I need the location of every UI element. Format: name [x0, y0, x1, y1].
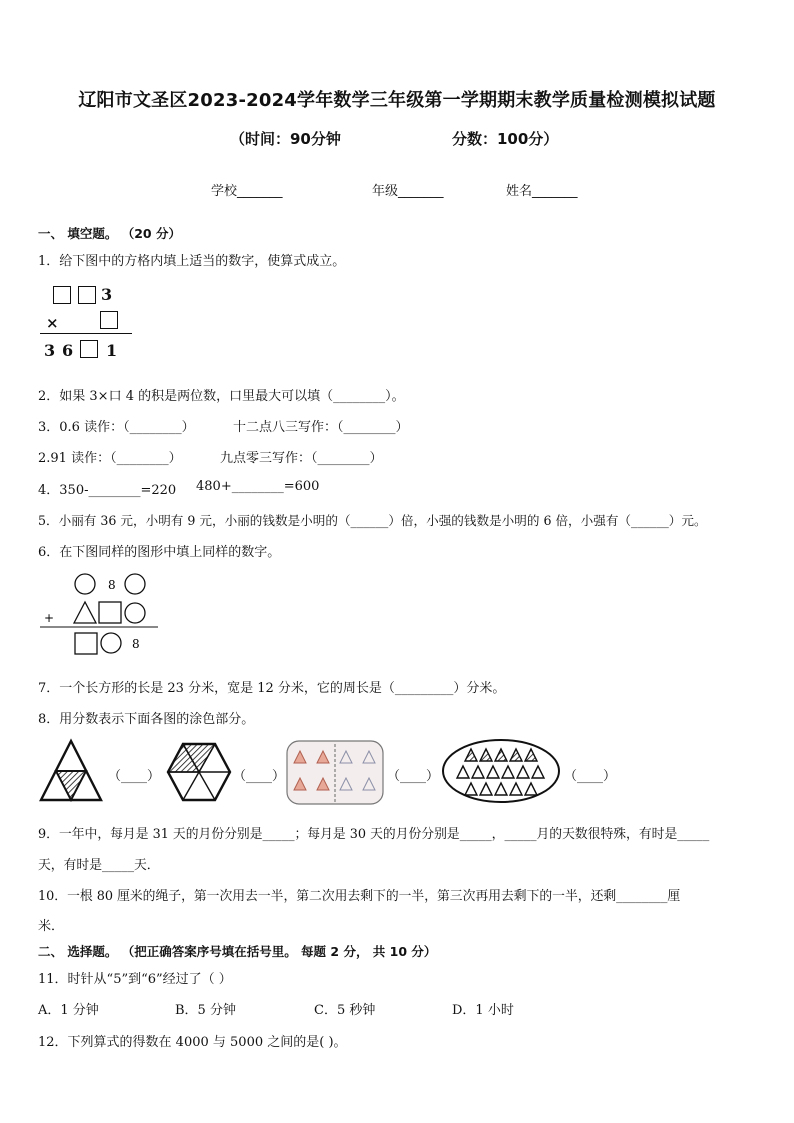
square-shape — [75, 633, 97, 654]
question-7: 7．一个长方形的长是 23 分米，宽是 12 分米，它的周长是（_________）分米。 — [38, 681, 506, 696]
grade-field: 年级_______ — [372, 184, 444, 199]
question-10-line-1: 10．一根 80 厘米的绳子，第一次用去一半，第二次用去剩下的一半，第三次再用去剩下的一半，还剩________厘 — [38, 889, 681, 904]
triangle-shape — [495, 749, 507, 761]
triangle-shape — [480, 749, 492, 761]
triangle-shape — [480, 783, 492, 795]
question-8: 8．用分数表示下面各图的涂色部分。 — [38, 712, 255, 727]
question-3b: 十二点八三写作：（________） — [233, 420, 409, 435]
triangle-shape — [525, 749, 537, 761]
question-2: 2．如果 3×口 4 的积是两位数，口里最大可以填（________）。 — [38, 389, 405, 404]
digit-box[interactable] — [80, 340, 98, 358]
question-3d: 九点零三写作：（________） — [220, 451, 383, 466]
q1-rule-line — [40, 333, 132, 334]
q8-answer-blank-3[interactable]: （____） — [387, 769, 440, 784]
triangle-shape — [74, 602, 96, 623]
q11-option-c[interactable]: C．5 秒钟 — [314, 1003, 376, 1018]
circle-shape — [125, 603, 145, 623]
q8-answer-blank-2[interactable]: （____） — [233, 769, 286, 784]
q1-result-digit: 3 — [44, 341, 56, 360]
question-6: 6．在下图同样的图形中填上同样的数字。 — [38, 545, 281, 560]
q11-option-a[interactable]: A．1 分钟 — [38, 1003, 99, 1018]
q8-oval-triangles-figure — [441, 738, 561, 804]
digit-box[interactable] — [53, 286, 71, 304]
triangle-shape — [495, 783, 507, 795]
q8-hexagon-figure — [166, 741, 232, 803]
triangle-shape — [465, 749, 477, 761]
question-1: 1．给下图中的方格内填上适当的数字，使算式成立。 — [38, 254, 346, 269]
question-11: 11．时针从“5”到“6”经过了（ ） — [38, 972, 232, 987]
q1-top-digit: 3 — [101, 285, 113, 304]
q8-grouped-triangles-figure — [286, 740, 384, 806]
q1-multiplication-figure — [38, 284, 138, 364]
q6-digit-bottom: 8 — [132, 637, 140, 651]
question-4b: 480+________=600 — [196, 479, 320, 494]
triangle-shape — [472, 766, 484, 778]
plus-sign: + — [44, 611, 55, 625]
question-5: 5．小丽有 36 元，小明有 9 元，小丽的钱数是小明的（______）倍，小强的钱数是小明的 6 倍，小强有（______）元。 — [38, 513, 707, 528]
circle-shape — [101, 633, 121, 653]
multiply-sign: × — [46, 314, 59, 332]
q11-option-b[interactable]: B．5 分钟 — [175, 1003, 236, 1018]
triangle-shape — [502, 766, 514, 778]
triangle-shape — [487, 766, 499, 778]
square-shape — [99, 602, 121, 623]
section-1-heading: 一、 填空题。 （20 分） — [38, 226, 181, 241]
question-3a: 3．0.6 读作：（________） — [38, 420, 195, 435]
question-4a: 4．350-________=220 — [38, 483, 177, 498]
triangle-shape — [465, 783, 477, 795]
digit-box[interactable] — [100, 311, 118, 329]
triangle-shape — [532, 766, 544, 778]
school-field: 学校_______ — [211, 184, 283, 199]
q8-triangle-figure — [38, 738, 104, 804]
question-9-line-2: 天，有时是_____天． — [38, 858, 160, 873]
q6-shape-addition-figure — [38, 568, 163, 660]
q8-answer-blank-4[interactable]: （____） — [564, 769, 617, 784]
triangle-shape — [525, 783, 537, 795]
question-3c: 2.91 读作：（________） — [38, 451, 182, 466]
q1-result-digit: 6 — [62, 341, 74, 360]
triangle-shape — [510, 783, 522, 795]
exam-score: 分数：100分） — [452, 130, 559, 148]
question-12: 12．下列算式的得数在 4000 与 5000 之间的是( )。 — [38, 1035, 347, 1050]
circle-shape — [125, 574, 145, 594]
q6-digit-top: 8 — [108, 578, 116, 592]
triangle-shape — [517, 766, 529, 778]
exam-time: （时间：90分钟 — [230, 130, 341, 148]
question-9-line-1: 9．一年中，每月是 31 天的月份分别是_____；每月是 30 天的月份分别是_____，_____月的天数很特殊，有时是_____ — [38, 827, 710, 842]
exam-title: 辽阳市文圣区2023-2024学年数学三年级第一学期期末教学质量检测模拟试题 — [78, 90, 716, 111]
q1-result-digit: 1 — [106, 341, 118, 360]
q8-answer-blank-1[interactable]: （____） — [108, 769, 161, 784]
section-2-heading: 二、 选择题。 （把正确答案序号填在括号里。 每题 2 分， 共 10 分） — [38, 944, 437, 959]
circle-shape — [75, 574, 95, 594]
q11-option-d[interactable]: D．1 小时 — [452, 1003, 514, 1018]
digit-box[interactable] — [78, 286, 96, 304]
triangle-shape — [510, 749, 522, 761]
triangle-shape — [457, 766, 469, 778]
name-field: 姓名_______ — [506, 184, 578, 199]
question-10-line-2: 米． — [38, 919, 65, 934]
